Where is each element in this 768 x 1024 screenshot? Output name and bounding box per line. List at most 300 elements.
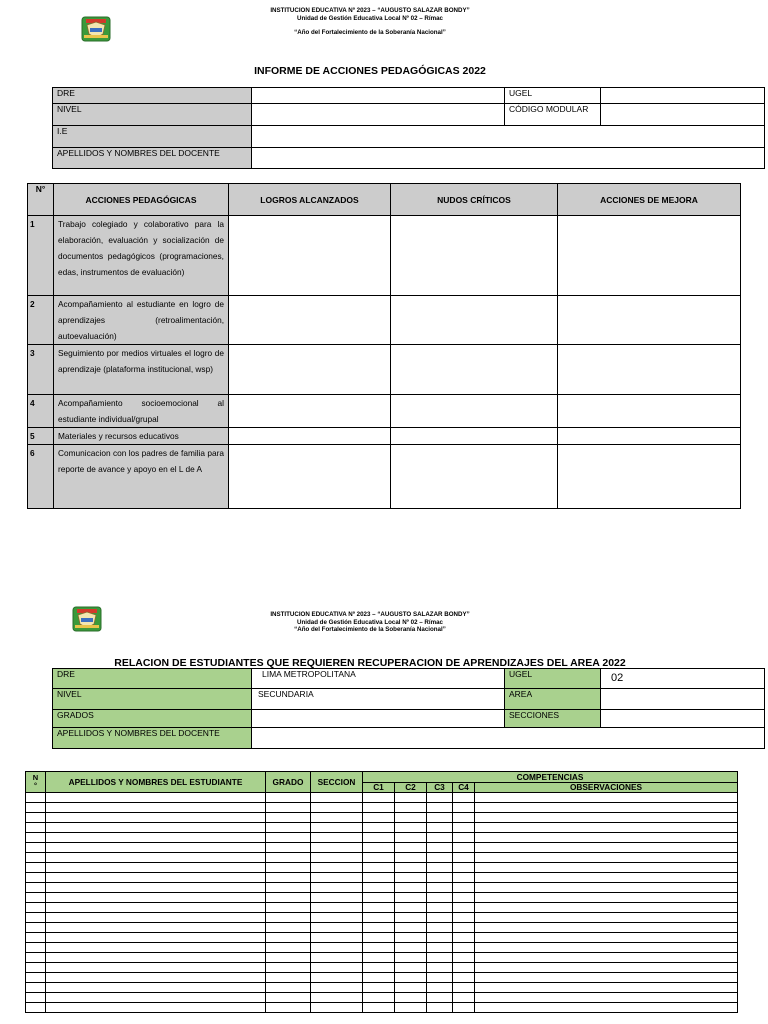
c1-cell[interactable] [363, 893, 395, 903]
c4-cell[interactable] [453, 963, 475, 973]
institution-name: INSTITUCION EDUCATIVA Nº 2023 – “AUGUSTO SALAZAR BONDY” [270, 611, 470, 618]
observaciones-cell[interactable] [475, 983, 738, 993]
col-grado: GRADO [266, 772, 311, 793]
table-row [28, 296, 741, 345]
grado-cell[interactable] [266, 943, 311, 953]
c4-cell[interactable] [453, 883, 475, 893]
c4-cell[interactable] [453, 843, 475, 853]
observaciones-cell[interactable] [475, 883, 738, 893]
observaciones-cell[interactable] [475, 843, 738, 853]
seccion-cell[interactable] [311, 993, 363, 1003]
ie-label: I.E [53, 126, 252, 148]
c2-cell[interactable] [395, 973, 427, 983]
observaciones-cell[interactable] [475, 1003, 738, 1013]
observaciones-cell[interactable] [475, 903, 738, 913]
table-row [26, 893, 738, 903]
logros-cell[interactable] [229, 296, 391, 345]
observaciones-cell[interactable] [475, 943, 738, 953]
ugel-field[interactable]: 02 [601, 669, 765, 689]
grado-cell[interactable] [266, 803, 311, 813]
c3-cell[interactable] [427, 983, 453, 993]
report1-title: INFORME DE ACCIONES PEDAGÓGICAS 2022 [254, 65, 486, 77]
nombre-cell[interactable] [46, 863, 266, 873]
seccion-cell[interactable] [311, 813, 363, 823]
n-cell[interactable] [26, 963, 46, 973]
c4-cell[interactable] [453, 793, 475, 803]
nombre-cell[interactable] [46, 923, 266, 933]
row-number: 5 [28, 428, 54, 445]
col-c2: C2 [395, 783, 427, 793]
table-row [26, 953, 738, 963]
col-n: N° [28, 184, 54, 216]
c3-cell[interactable] [427, 853, 453, 863]
c4-cell[interactable] [453, 913, 475, 923]
c1-cell[interactable] [363, 973, 395, 983]
table-row [26, 993, 738, 1003]
c4-cell[interactable] [453, 903, 475, 913]
accion-text: Trabajo colegiado y colaborativo para la elaboración, evaluación y socialización de documentos pedagógicos (programaciones, edas, instrumentos de evaluación) [54, 216, 229, 296]
c2-cell[interactable] [395, 963, 427, 973]
table-row [28, 445, 741, 509]
table-row [26, 863, 738, 873]
c4-cell[interactable] [453, 813, 475, 823]
secciones-label: SECCIONES [505, 710, 601, 728]
n-cell[interactable] [26, 953, 46, 963]
seccion-cell[interactable] [311, 913, 363, 923]
n-cell[interactable] [26, 933, 46, 943]
c2-cell[interactable] [395, 853, 427, 863]
area-field[interactable] [601, 689, 765, 710]
grado-cell[interactable] [266, 813, 311, 823]
c3-cell[interactable] [427, 953, 453, 963]
n-cell[interactable] [26, 883, 46, 893]
grados-field[interactable] [252, 710, 505, 728]
logros-cell[interactable] [229, 428, 391, 445]
c3-cell[interactable] [427, 843, 453, 853]
codigo-modular-label: CÓDIGO MODULAR [505, 104, 601, 126]
c1-cell[interactable] [363, 983, 395, 993]
col-nombres: APELLIDOS Y NOMBRES DEL ESTUDIANTE [46, 772, 266, 793]
ie-field[interactable] [252, 126, 765, 148]
seccion-cell[interactable] [311, 823, 363, 833]
c1-cell[interactable] [363, 793, 395, 803]
nudos-cell[interactable] [391, 395, 558, 428]
observaciones-cell[interactable] [475, 833, 738, 843]
nombre-cell[interactable] [46, 833, 266, 843]
table-row [26, 883, 738, 893]
grado-cell[interactable] [266, 863, 311, 873]
col-n: N ° [26, 772, 46, 793]
nombre-cell[interactable] [46, 1003, 266, 1013]
ugel-label: UGEL [505, 88, 601, 104]
nudos-cell[interactable] [391, 345, 558, 395]
n-cell[interactable] [26, 973, 46, 983]
c2-cell[interactable] [395, 903, 427, 913]
observaciones-cell[interactable] [475, 893, 738, 903]
c3-cell[interactable] [427, 833, 453, 843]
logros-cell[interactable] [229, 445, 391, 509]
grados-label: GRADOS [53, 710, 252, 728]
seccion-cell[interactable] [311, 933, 363, 943]
nivel-label: NIVEL [53, 104, 252, 126]
c4-cell[interactable] [453, 823, 475, 833]
n-cell[interactable] [26, 863, 46, 873]
seccion-cell[interactable] [311, 943, 363, 953]
grado-cell[interactable] [266, 953, 311, 963]
nombre-cell[interactable] [46, 973, 266, 983]
c4-cell[interactable] [453, 973, 475, 983]
table-row [26, 873, 738, 883]
c2-cell[interactable] [395, 823, 427, 833]
c2-cell[interactable] [395, 793, 427, 803]
n-cell[interactable] [26, 893, 46, 903]
c3-cell[interactable] [427, 963, 453, 973]
n-cell[interactable] [26, 853, 46, 863]
n-cell[interactable] [26, 833, 46, 843]
ugel-field[interactable] [601, 88, 765, 104]
dre-label: DRE [53, 669, 252, 689]
observaciones-cell[interactable] [475, 953, 738, 963]
c3-cell[interactable] [427, 803, 453, 813]
area-label: AREA [505, 689, 601, 710]
accion-text: Acompañamiento socioemocional al estudiante individual/grupal [54, 395, 229, 428]
nombre-cell[interactable] [46, 843, 266, 853]
observaciones-cell[interactable] [475, 863, 738, 873]
row-number: 3 [28, 345, 54, 395]
codigo-modular-field[interactable] [601, 104, 765, 126]
seccion-cell[interactable] [311, 963, 363, 973]
nombre-cell[interactable] [46, 903, 266, 913]
docente-field[interactable] [252, 148, 765, 169]
col-seccion: SECCION [311, 772, 363, 793]
grado-cell[interactable] [266, 993, 311, 1003]
c2-cell[interactable] [395, 843, 427, 853]
secciones-field[interactable] [601, 710, 765, 728]
mejora-cell[interactable] [558, 428, 741, 445]
c1-cell[interactable] [363, 993, 395, 1003]
c3-cell[interactable] [427, 813, 453, 823]
table-row [26, 853, 738, 863]
c1-cell[interactable] [363, 873, 395, 883]
report1-info-table [52, 87, 765, 169]
seccion-cell[interactable] [311, 863, 363, 873]
c2-cell[interactable] [395, 983, 427, 993]
institution-header [200, 611, 540, 634]
c1-cell[interactable] [363, 883, 395, 893]
nombre-cell[interactable] [46, 853, 266, 863]
grado-cell[interactable] [266, 823, 311, 833]
table-row [26, 933, 738, 943]
logros-cell[interactable] [229, 345, 391, 395]
docente-label: APELLIDOS Y NOMBRES DEL DOCENTE [53, 148, 252, 169]
observaciones-cell[interactable] [475, 793, 738, 803]
seccion-cell[interactable] [311, 1003, 363, 1013]
table-row [26, 813, 738, 823]
c1-cell[interactable] [363, 833, 395, 843]
logros-cell[interactable] [229, 216, 391, 296]
observaciones-cell[interactable] [475, 973, 738, 983]
seccion-cell[interactable] [311, 883, 363, 893]
table-row [26, 923, 738, 933]
docente-field[interactable] [252, 728, 765, 749]
seccion-cell[interactable] [311, 833, 363, 843]
c2-cell[interactable] [395, 813, 427, 823]
nombre-cell[interactable] [46, 933, 266, 943]
c2-cell[interactable] [395, 913, 427, 923]
grado-cell[interactable] [266, 983, 311, 993]
n-cell[interactable] [26, 803, 46, 813]
grado-cell[interactable] [266, 883, 311, 893]
c1-cell[interactable] [363, 963, 395, 973]
observaciones-cell[interactable] [475, 813, 738, 823]
grado-cell[interactable] [266, 843, 311, 853]
c2-cell[interactable] [395, 923, 427, 933]
c2-cell[interactable] [395, 993, 427, 1003]
nombre-cell[interactable] [46, 793, 266, 803]
dre-label: DRE [53, 88, 252, 104]
c3-cell[interactable] [427, 923, 453, 933]
nombre-cell[interactable] [46, 873, 266, 883]
nombre-cell[interactable] [46, 803, 266, 813]
c2-cell[interactable] [395, 833, 427, 843]
table-row [26, 913, 738, 923]
nombre-cell[interactable] [46, 983, 266, 993]
n-cell[interactable] [26, 943, 46, 953]
seccion-cell[interactable] [311, 923, 363, 933]
c3-cell[interactable] [427, 943, 453, 953]
mejora-cell[interactable] [558, 395, 741, 428]
nombre-cell[interactable] [46, 963, 266, 973]
mejora-cell[interactable] [558, 296, 741, 345]
grado-cell[interactable] [266, 933, 311, 943]
c4-cell[interactable] [453, 993, 475, 1003]
c3-cell[interactable] [427, 823, 453, 833]
grado-cell[interactable] [266, 833, 311, 843]
seccion-cell[interactable] [311, 903, 363, 913]
year-motto: “Año del Fortalecimiento de la Soberanía Nacional” [294, 626, 446, 634]
nombre-cell[interactable] [46, 913, 266, 923]
c3-cell[interactable] [427, 793, 453, 803]
c2-cell[interactable] [395, 933, 427, 943]
n-cell[interactable] [26, 873, 46, 883]
nivel-field[interactable]: SECUNDARIA [252, 689, 505, 710]
c1-cell[interactable] [363, 953, 395, 963]
observaciones-cell[interactable] [475, 993, 738, 1003]
c1-cell[interactable] [363, 803, 395, 813]
seccion-cell[interactable] [311, 893, 363, 903]
grado-cell[interactable] [266, 923, 311, 933]
grado-cell[interactable] [266, 1003, 311, 1013]
table-row [26, 793, 738, 803]
col-competencias: COMPETENCIAS [363, 772, 738, 783]
table-row [26, 963, 738, 973]
c4-cell[interactable] [453, 833, 475, 843]
nombre-cell[interactable] [46, 893, 266, 903]
col-c1: C1 [363, 783, 395, 793]
n-cell[interactable] [26, 813, 46, 823]
estudiantes-table [25, 771, 738, 1013]
observaciones-cell[interactable] [475, 853, 738, 863]
observaciones-cell[interactable] [475, 873, 738, 883]
accion-text: Acompañamiento al estudiante en logro de aprendizajes (retroalimentación, autoevaluación) [54, 296, 229, 345]
nombre-cell[interactable] [46, 883, 266, 893]
c3-cell[interactable] [427, 863, 453, 873]
table-row [28, 428, 741, 445]
c2-cell[interactable] [395, 873, 427, 883]
n-cell[interactable] [26, 843, 46, 853]
c1-cell[interactable] [363, 933, 395, 943]
nivel-field[interactable] [252, 104, 505, 126]
c1-cell[interactable] [363, 823, 395, 833]
observaciones-cell[interactable] [475, 933, 738, 943]
nombre-cell[interactable] [46, 943, 266, 953]
table-row [26, 833, 738, 843]
seccion-cell[interactable] [311, 983, 363, 993]
observaciones-cell[interactable] [475, 923, 738, 933]
c4-cell[interactable] [453, 943, 475, 953]
nombre-cell[interactable] [46, 993, 266, 1003]
dre-field[interactable] [252, 88, 505, 104]
nudos-cell[interactable] [391, 296, 558, 345]
c1-cell[interactable] [363, 923, 395, 933]
acciones-table [27, 183, 741, 509]
grado-cell[interactable] [266, 973, 311, 983]
mejora-cell[interactable] [558, 345, 741, 395]
grado-cell[interactable] [266, 963, 311, 973]
c4-cell[interactable] [453, 863, 475, 873]
c1-cell[interactable] [363, 843, 395, 853]
c2-cell[interactable] [395, 863, 427, 873]
c2-cell[interactable] [395, 883, 427, 893]
c3-cell[interactable] [427, 913, 453, 923]
c3-cell[interactable] [427, 903, 453, 913]
table-row [26, 943, 738, 953]
n-cell[interactable] [26, 823, 46, 833]
c3-cell[interactable] [427, 873, 453, 883]
n-cell[interactable] [26, 923, 46, 933]
grado-cell[interactable] [266, 873, 311, 883]
n-cell[interactable] [26, 903, 46, 913]
table-row [26, 903, 738, 913]
col-c4: C4 [453, 783, 475, 793]
ugel-label: UGEL [505, 669, 601, 689]
c2-cell[interactable] [395, 1003, 427, 1013]
grado-cell[interactable] [266, 903, 311, 913]
table-row [26, 803, 738, 813]
c4-cell[interactable] [453, 853, 475, 863]
observaciones-cell[interactable] [475, 913, 738, 923]
c2-cell[interactable] [395, 943, 427, 953]
c3-cell[interactable] [427, 973, 453, 983]
grado-cell[interactable] [266, 913, 311, 923]
table-row [28, 216, 741, 296]
institution-header [200, 7, 540, 37]
grado-cell[interactable] [266, 793, 311, 803]
c4-cell[interactable] [453, 933, 475, 943]
grado-cell[interactable] [266, 853, 311, 863]
c3-cell[interactable] [427, 993, 453, 1003]
c1-cell[interactable] [363, 913, 395, 923]
seccion-cell[interactable] [311, 973, 363, 983]
n-cell[interactable] [26, 913, 46, 923]
mejora-cell[interactable] [558, 445, 741, 509]
nudos-cell[interactable] [391, 445, 558, 509]
c1-cell[interactable] [363, 903, 395, 913]
n-cell[interactable] [26, 983, 46, 993]
row-number: 6 [28, 445, 54, 509]
c4-cell[interactable] [453, 983, 475, 993]
c4-cell[interactable] [453, 1003, 475, 1013]
report2-title: RELACION DE ESTUDIANTES QUE REQUIEREN RECUPERACION DE APRENDIZAJES DEL AREA 2022 [114, 657, 626, 669]
table-row [28, 395, 741, 428]
c4-cell[interactable] [453, 803, 475, 813]
seccion-cell[interactable] [311, 793, 363, 803]
col-c3: C3 [427, 783, 453, 793]
nudos-cell[interactable] [391, 216, 558, 296]
nivel-label: NIVEL [53, 689, 252, 710]
observaciones-cell[interactable] [475, 823, 738, 833]
logros-cell[interactable] [229, 395, 391, 428]
c1-cell[interactable] [363, 1003, 395, 1013]
c3-cell[interactable] [427, 933, 453, 943]
col-acciones: ACCIONES PEDAGÓGICAS [54, 184, 229, 216]
c1-cell[interactable] [363, 813, 395, 823]
c2-cell[interactable] [395, 953, 427, 963]
c4-cell[interactable] [453, 873, 475, 883]
ugel-unit: Unidad de Gestión Educativa Local Nº 02 – Rímac [297, 14, 443, 22]
nombre-cell[interactable] [46, 823, 266, 833]
table-row [26, 983, 738, 993]
seccion-cell[interactable] [311, 873, 363, 883]
accion-text: Comunicacion con los padres de familia para reporte de avance y apoyo en el L de A [54, 445, 229, 509]
school-logo [72, 606, 102, 632]
observaciones-cell[interactable] [475, 963, 738, 973]
row-number: 4 [28, 395, 54, 428]
grado-cell[interactable] [266, 893, 311, 903]
c2-cell[interactable] [395, 893, 427, 903]
nudos-cell[interactable] [391, 428, 558, 445]
c2-cell[interactable] [395, 803, 427, 813]
seccion-cell[interactable] [311, 803, 363, 813]
table-row [28, 345, 741, 395]
seccion-cell[interactable] [311, 953, 363, 963]
dre-field[interactable]: LIMA METROPOLITANA [252, 669, 505, 689]
c1-cell[interactable] [363, 853, 395, 863]
report2-info-table [52, 668, 765, 749]
c3-cell[interactable] [427, 1003, 453, 1013]
mejora-cell[interactable] [558, 216, 741, 296]
c3-cell[interactable] [427, 883, 453, 893]
n-cell[interactable] [26, 993, 46, 1003]
seccion-cell[interactable] [311, 843, 363, 853]
n-cell[interactable] [26, 793, 46, 803]
col-nudos: NUDOS CRÍTICOS [391, 184, 558, 216]
c4-cell[interactable] [453, 953, 475, 963]
c3-cell[interactable] [427, 893, 453, 903]
nombre-cell[interactable] [46, 813, 266, 823]
c4-cell[interactable] [453, 923, 475, 933]
col-mejora: ACCIONES DE MEJORA [558, 184, 741, 216]
c1-cell[interactable] [363, 943, 395, 953]
c1-cell[interactable] [363, 863, 395, 873]
c4-cell[interactable] [453, 893, 475, 903]
seccion-cell[interactable] [311, 853, 363, 863]
observaciones-cell[interactable] [475, 803, 738, 813]
nombre-cell[interactable] [46, 953, 266, 963]
n-cell[interactable] [26, 1003, 46, 1013]
table-row [26, 843, 738, 853]
table-row [26, 973, 738, 983]
